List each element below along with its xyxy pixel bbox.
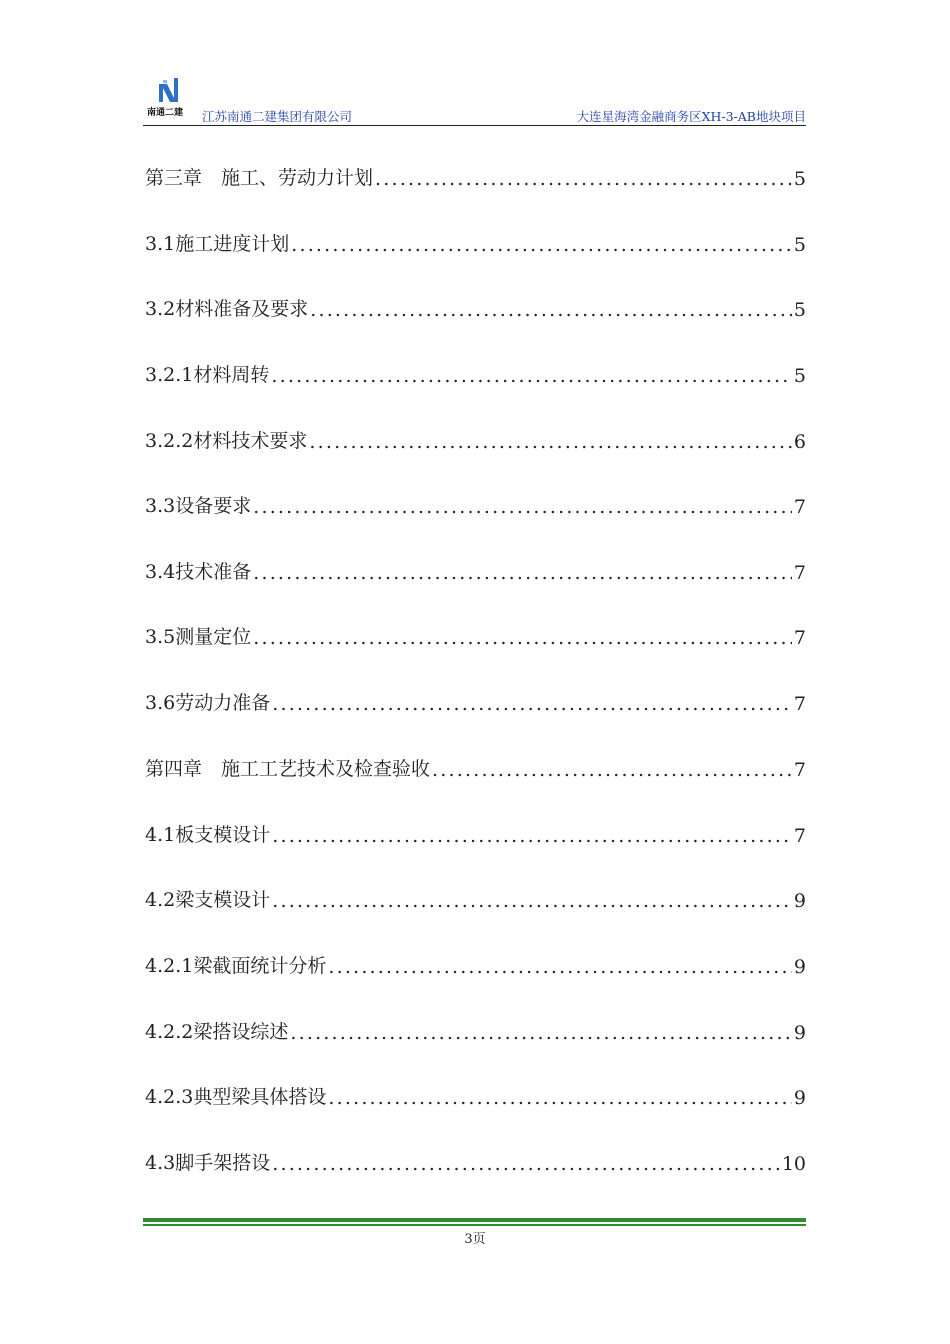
toc-entry[interactable] [145, 1135, 806, 1175]
toc-entry-page: 5 [793, 234, 806, 256]
toc-leader-dots [375, 168, 792, 190]
header-divider [143, 125, 806, 127]
toc-entry-title: 3.5测量定位 [145, 626, 252, 648]
toc-entry-page: 7 [793, 825, 806, 847]
toc-entry-title: 第三章 施工、劳动力计划 [145, 167, 374, 189]
project-name: 大连星海湾金融商务区XH-3-AB地块项目 [576, 109, 806, 124]
toc-entry-title: 3.2.2材料技术要求 [145, 430, 308, 452]
logo-mark-icon [157, 78, 181, 102]
toc-entry-title: 第四章 施工工艺技术及检查验收 [145, 758, 431, 780]
toc-leader-dots [310, 299, 792, 321]
toc-entry[interactable] [145, 478, 806, 518]
toc-entry-page: 5 [793, 299, 806, 321]
toc-entry-page: 7 [793, 496, 806, 518]
toc-entry[interactable] [145, 347, 806, 387]
toc-entry-title: 4.2.1梁截面统计分析 [145, 955, 327, 977]
toc-leader-dots [272, 825, 792, 847]
toc-leader-dots [272, 1153, 780, 1175]
toc-leader-dots [432, 759, 792, 781]
page-header [143, 78, 806, 126]
toc-entry-title: 4.1板支模设计 [145, 824, 271, 846]
toc-entry[interactable] [145, 741, 806, 781]
toc-leader-dots [328, 956, 792, 978]
toc-entry-page: 7 [793, 627, 806, 649]
toc-entry[interactable] [145, 1004, 806, 1044]
toc-leader-dots [309, 431, 792, 453]
toc-entry[interactable] [145, 544, 806, 584]
toc-leader-dots [272, 890, 792, 912]
toc-entry[interactable] [145, 1069, 806, 1109]
toc-entry-page: 7 [793, 759, 806, 781]
toc-entry-title: 3.1施工进度计划 [145, 233, 290, 255]
toc-entry[interactable] [145, 675, 806, 715]
toc-entry-page: 9 [793, 1022, 806, 1044]
logo-text: 南通二建 [147, 108, 184, 118]
toc-leader-dots [291, 234, 792, 256]
toc-entry[interactable] [145, 413, 806, 453]
toc-entry-title: 3.4技术准备 [145, 561, 252, 583]
toc-leader-dots [253, 496, 792, 518]
toc-entry-page: 9 [793, 1087, 806, 1109]
toc-entry-page: 5 [793, 365, 806, 387]
toc-leader-dots [253, 562, 792, 584]
toc-leader-dots [328, 1087, 792, 1109]
toc-entry-page: 6 [793, 431, 806, 453]
company-logo [143, 78, 195, 120]
toc-entry-title: 4.2.2梁搭设综述 [145, 1021, 289, 1043]
toc-entry[interactable] [145, 807, 806, 847]
toc-entry-title: 3.2材料准备及要求 [145, 298, 309, 320]
toc-entry[interactable] [145, 609, 806, 649]
footer-divider-thin [143, 1224, 806, 1226]
toc-entry[interactable] [145, 216, 806, 256]
toc-entry-page: 7 [793, 562, 806, 584]
toc-leader-dots [271, 365, 792, 387]
page-number: 3页 [464, 1232, 486, 1247]
toc-entry[interactable] [145, 872, 806, 912]
toc-entry-page: 9 [793, 890, 806, 912]
toc-entry-page: 9 [793, 956, 806, 978]
toc-leader-dots [253, 627, 792, 649]
toc-entry-title: 3.2.1材料周转 [145, 364, 270, 386]
toc-entry[interactable] [145, 938, 806, 978]
toc-entry-page: 5 [793, 168, 806, 190]
toc-entry-title: 3.3设备要求 [145, 495, 252, 517]
footer-divider-thick [143, 1218, 806, 1222]
toc-entry-page: 10 [781, 1153, 806, 1175]
toc-entry[interactable] [145, 150, 806, 190]
toc-entry-page: 7 [793, 693, 806, 715]
toc-entry-title: 4.2梁支模设计 [145, 889, 271, 911]
toc-entry-title: 4.2.3典型梁具体搭设 [145, 1086, 327, 1108]
toc-entry-title: 3.6劳动力准备 [145, 692, 271, 714]
company-name: 江苏南通二建集团有限公司 [202, 109, 353, 124]
toc-entry[interactable] [145, 281, 806, 321]
toc-entry-title: 4.3脚手架搭设 [145, 1152, 271, 1174]
toc-leader-dots [290, 1022, 792, 1044]
toc-leader-dots [272, 693, 792, 715]
